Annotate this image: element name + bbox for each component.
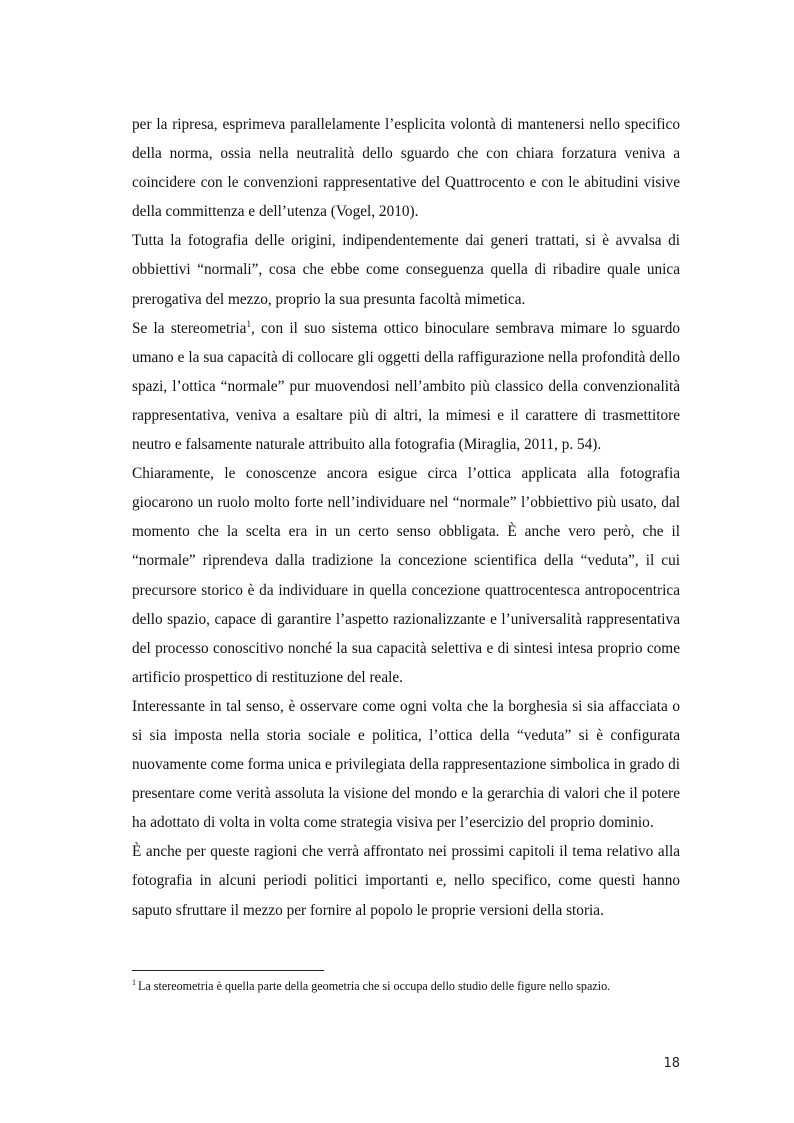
paragraph: Interessante in tal senso, è osservare come ogni volta che la borghesia si sia affacciata o si sia imposta nella storia sociale e politica, l’ottica della “veduta” si è configurata nuovamente come forma unica e privilegiata della rappresentazione simbolica in grado di presentare come verità assoluta la visione del mondo e la gerarchia di valori che il potere ha adottato di volta in volta come strategia visiva per l’esercizio del proprio dominio.	[132, 697, 680, 832]
paragraph: È anche per queste ragioni che verrà affrontato nei prossimi capitoli il tema relativo alla fotografia in alcuni periodi politici importanti e, nello specifico, come questi hanno saputo sfruttare il mezzo per fornire al popolo le proprie versioni della storia.	[132, 843, 680, 919]
paragraph: Chiaramente, le conoscenze ancora esigue circa l’ottica applicata alla fotografia giocarono un ruolo molto forte nell’individuare nel “normale” l’obbiettivo più usato, dal momento che la scelta era in un certo senso obbligata. È anche vero però, che il “normale” riprendeva dalla tradizione la concezione scientifica della “veduta”, il cui precursore storico è da individuare in quella concezione quattrocentesca antropocentrica dello spazio, capace di garantire l’aspetto razionalizzante e l’universalità rappresentativa del processo conoscitivo nonché la sua capacità selettiva e di sintesi intesa proprio come artificio prospettico di restituzione del reale.	[132, 465, 680, 686]
paragraph	[132, 314, 680, 459]
footnote-text: La stereometria è quella parte della geometria che si occupa dello studio delle figure nello spazio.	[138, 979, 611, 993]
paragraph-text: , con il suo sistema ottico binoculare sembrava mimare lo sguardo umano e la sua capacità di collocare gli oggetti della raffigurazione nella profondità dello spazi, l’ottica “normale” pur muovendosi nell’ambito più classico della convenzionalità rappresentativa, veniva a esaltare più di altri, la mimesi e il carattere di trasmettitore neutro e falsamente naturale attribuito alla fotografia (Miraglia, 2011, p. 54).	[132, 319, 680, 454]
footnote-mark: 1	[132, 977, 136, 987]
footnote-separator	[132, 970, 324, 971]
footnote-reference[interactable]: 1	[246, 318, 251, 329]
footnote	[132, 978, 692, 994]
paragraph: Tutta la fotografia delle origini, indipendentemente dai generi trattati, si è avvalsa di obbiettivi “normali”, cosa che ebbe come conseguenza quella di ribadire quale unica prerogativa del mezzo, proprio la sua presunta facoltà mimetica.	[132, 232, 680, 308]
paragraph-text: Se la stereometria	[132, 319, 247, 337]
paragraph: per la ripresa, esprimeva parallelamente l’esplicita volontà di mantenersi nello specifico della norma, ossia nella neutralità dello sguardo che con chiara forzatura veniva a coincidere con le convenzioni rappresentative del Quattrocento e con le abitudini visive della committenza e dell’utenza (Vogel, 2010).	[132, 116, 680, 221]
page-number: 18	[663, 1056, 680, 1071]
page-body	[132, 110, 680, 925]
